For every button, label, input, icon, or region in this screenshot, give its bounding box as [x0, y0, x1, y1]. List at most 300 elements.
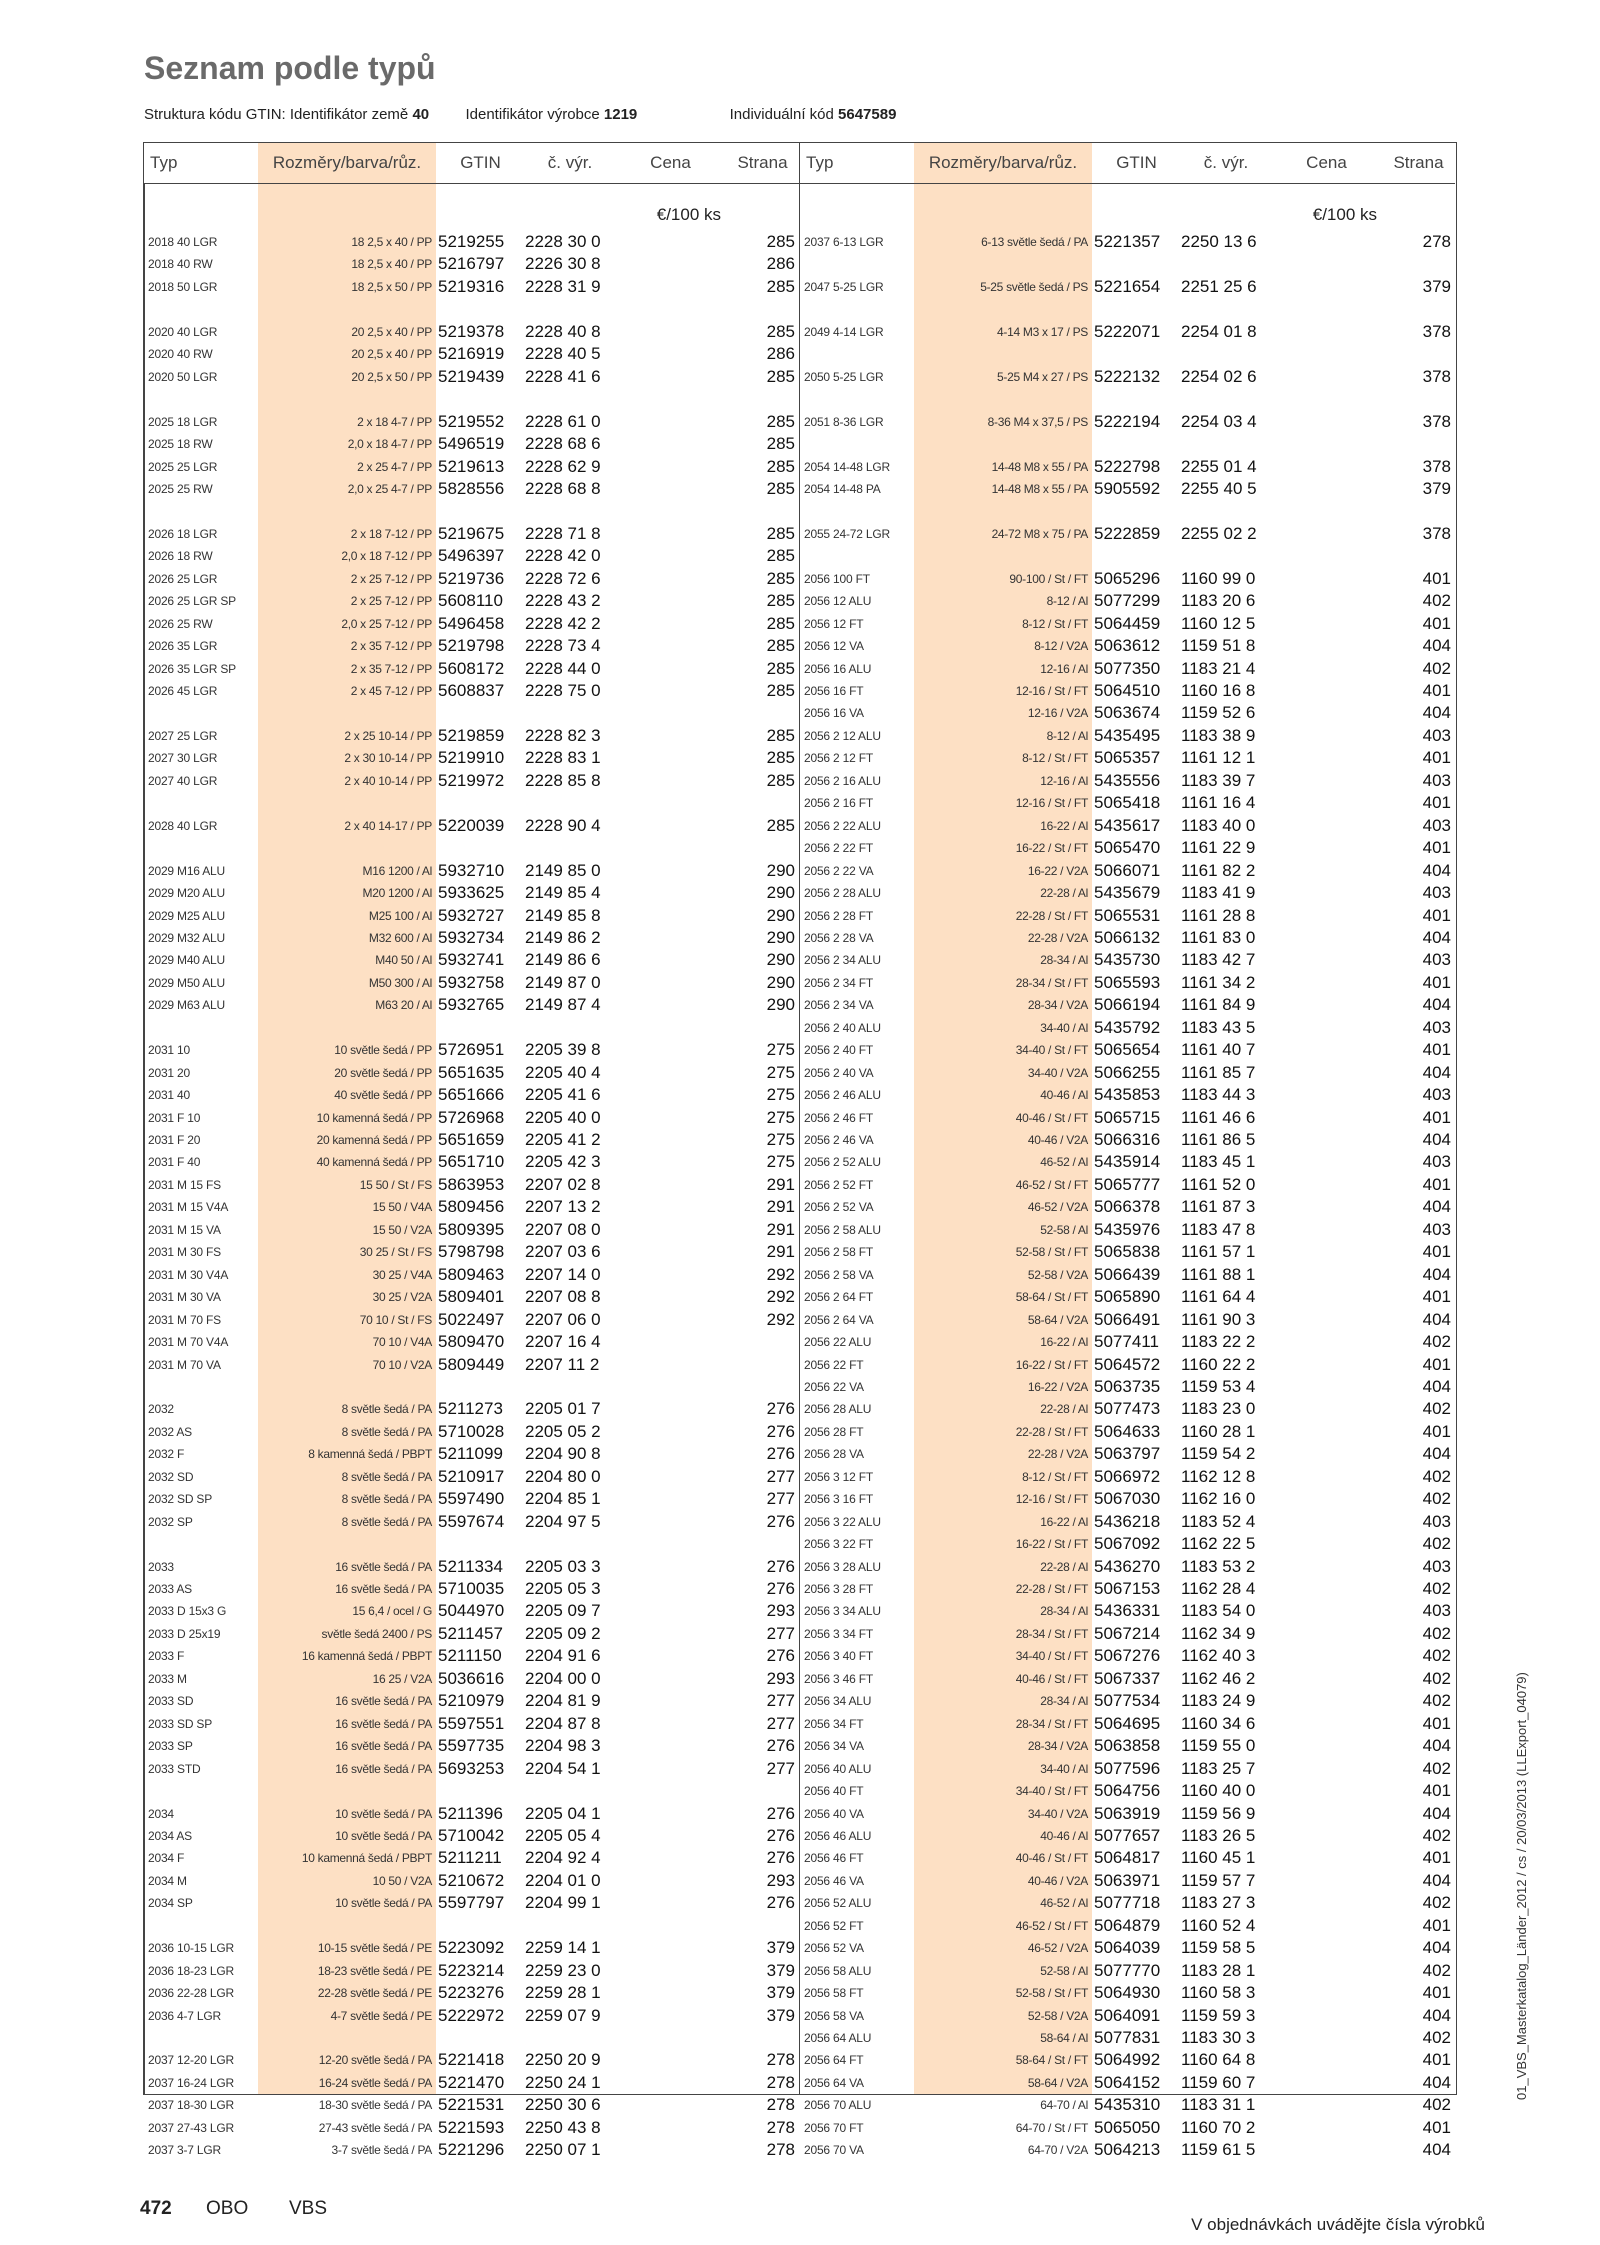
- row-typ: 2056 2 58 VA: [804, 1267, 874, 1282]
- row-dim: 15 50 / V2A: [372, 1222, 432, 1237]
- row-dim: 2 x 25 4-7 / PP: [357, 459, 432, 474]
- table-row: [144, 1264, 799, 1286]
- row-strana: 378: [1422, 456, 1451, 476]
- row-gtin: 5651666: [438, 1085, 505, 1105]
- table-row: [144, 1241, 799, 1263]
- row-dim: 16-22 / Al: [1040, 1514, 1088, 1529]
- table-row: [144, 1645, 799, 1667]
- row-gtin: 5044970: [438, 1601, 505, 1621]
- row-strana: 290: [766, 995, 795, 1015]
- row-cv: 2207 16 4: [525, 1332, 601, 1352]
- row-cv: 2228 44 0: [525, 658, 601, 678]
- table-row: [800, 1915, 1455, 1937]
- row-typ: 2036 22-28 LGR: [148, 1986, 234, 2001]
- row-dim: 64-70 / V2A: [1027, 2143, 1088, 2158]
- row-strana: 379: [766, 1938, 795, 1958]
- row-typ: 2025 25 RW: [148, 481, 213, 496]
- row-gtin: 5608110: [438, 591, 503, 611]
- row-typ: 2031 M 15 V4A: [148, 1200, 229, 1215]
- table-row: [144, 1870, 799, 1892]
- footer-note: V objednávkách uvádějte čísla výrobků: [1191, 2215, 1485, 2234]
- row-typ: 2018 40 LGR: [148, 235, 218, 249]
- row-cv: 1183 39 7: [1181, 770, 1256, 790]
- row-dim: 2 x 35 7-12 / PP: [350, 661, 432, 676]
- row-dim: 2 x 30 10-14 / PP: [344, 751, 432, 766]
- row-cv: 2228 40 5: [525, 344, 601, 364]
- row-strana: 278: [766, 2140, 795, 2160]
- row-cv: 2204 91 6: [525, 1646, 601, 1666]
- table-row: [144, 1219, 799, 1241]
- table-row: [144, 1286, 799, 1308]
- row-typ: 2056 46 FT: [804, 1851, 864, 1866]
- row-cv: 1183 43 5: [1181, 1017, 1256, 1037]
- table-row: [800, 2005, 1455, 2027]
- table-row: [144, 658, 799, 680]
- row-typ: 2025 18 LGR: [148, 414, 218, 429]
- row-strana: 275: [766, 1130, 795, 1149]
- row-typ: 2034 F: [148, 1851, 185, 1866]
- table-row: [800, 1421, 1455, 1443]
- row-gtin: 5066132: [1094, 927, 1161, 947]
- row-dim: M16 1200 / Al: [362, 863, 432, 878]
- row-strana: 275: [766, 1152, 795, 1172]
- row-gtin: 5063971: [1094, 1870, 1161, 1890]
- row-gtin: 5436331: [1094, 1601, 1161, 1621]
- row-dim: 16 světle šedá / PA: [335, 1716, 432, 1731]
- row-cv: 2204 00 0: [525, 1668, 601, 1688]
- row-typ: 2036 10-15 LGR: [148, 1941, 234, 1956]
- row-typ: 2031 M 30 V4A: [148, 1267, 229, 1282]
- row-gtin: 5710028: [438, 1421, 505, 1441]
- row-strana: 401: [1422, 972, 1451, 992]
- row-cv: 1159 60 7: [1181, 2072, 1256, 2092]
- table-row: [144, 927, 799, 949]
- row-gtin: 5066194: [1094, 995, 1161, 1015]
- row-strana: 285: [766, 770, 795, 790]
- table-row: [144, 815, 799, 837]
- row-gtin: 5223214: [438, 1960, 505, 1980]
- row-cv: 1160 34 6: [1181, 1713, 1256, 1733]
- table-row: [144, 1735, 799, 1757]
- row-strana: 401: [1422, 568, 1451, 588]
- row-typ: 2056 2 40 VA: [804, 1065, 874, 1080]
- table-row: [800, 2139, 1455, 2161]
- row-strana: 285: [766, 456, 795, 476]
- row-dim: 8 světle šedá / PA: [341, 1514, 432, 1529]
- row-strana: 291: [766, 1242, 795, 1262]
- row-dim: 12-20 světle šedá / PA: [318, 2053, 432, 2068]
- row-strana: 401: [1422, 1781, 1451, 1801]
- table-row: [800, 635, 1455, 657]
- row-gtin: 5063919: [1094, 1803, 1161, 1823]
- row-gtin: 5597674: [438, 1511, 505, 1531]
- row-typ: 2031 M 15 FS: [148, 1177, 221, 1192]
- table-row: [800, 1264, 1455, 1286]
- row-gtin: 5223092: [438, 1938, 505, 1958]
- row-gtin: 5063612: [1094, 636, 1161, 656]
- row-strana: 404: [1422, 1938, 1451, 1958]
- header-cena: Cena: [650, 153, 691, 172]
- row-strana: 378: [1422, 411, 1451, 431]
- row-strana: 404: [1422, 2140, 1451, 2160]
- row-gtin: 5219552: [438, 411, 505, 431]
- row-typ: 2056 64 FT: [804, 2053, 864, 2068]
- row-strana: 401: [1422, 1242, 1451, 1262]
- row-dim: 34-40 / St / FT: [1015, 1649, 1088, 1664]
- row-typ: 2031 M 15 VA: [148, 1222, 221, 1237]
- row-dim: 18 2,5 x 40 / PP: [351, 257, 432, 272]
- row-typ: 2031 F 40: [148, 1155, 201, 1170]
- table-row: [144, 770, 799, 792]
- row-strana: 285: [766, 411, 795, 431]
- row-cv: 2204 97 5: [525, 1511, 601, 1531]
- row-strana: 277: [766, 1758, 795, 1778]
- row-cv: 1162 28 4: [1181, 1579, 1256, 1598]
- row-gtin: 5211211: [438, 1848, 502, 1868]
- table-row: [144, 1129, 799, 1151]
- row-dim: 40-46 / Al: [1040, 1828, 1088, 1843]
- row-cv: 2204 99 1: [525, 1893, 601, 1913]
- row-strana: 292: [766, 1309, 795, 1329]
- row-cv: 1159 59 3: [1181, 2005, 1256, 2025]
- row-cv: 2250 24 1: [525, 2072, 601, 2092]
- row-gtin: 5022497: [438, 1309, 505, 1329]
- table-row: [800, 1286, 1455, 1308]
- row-typ: 2056 2 28 FT: [804, 908, 873, 923]
- row-gtin: 5064695: [1094, 1713, 1161, 1733]
- row-strana: 286: [766, 344, 795, 364]
- row-dim: 4-7 světle šedá / PE: [330, 2008, 432, 2023]
- row-dim: 2,0 x 18 4-7 / PP: [347, 437, 432, 452]
- row-dim: M25 100 / Al: [368, 908, 432, 923]
- row-strana: [726, 1331, 795, 1353]
- table-row: [800, 1196, 1455, 1218]
- row-typ: 2037 3-7 LGR: [148, 2143, 221, 2158]
- row-dim: M50 300 / Al: [368, 975, 432, 990]
- row-dim: 40-46 / V2A: [1027, 1873, 1088, 1888]
- row-strana: 276: [766, 1444, 795, 1464]
- row-strana: 276: [766, 1736, 795, 1756]
- price-unit: €/100 ks: [656, 205, 721, 224]
- row-typ: 2056 70 ALU: [804, 2098, 872, 2113]
- table-row: [144, 1713, 799, 1735]
- table-row: [800, 1309, 1455, 1331]
- row-strana: 276: [766, 1579, 795, 1598]
- row-dim: 8-12 / Al: [1046, 728, 1088, 743]
- table-row: [144, 1062, 799, 1084]
- table-row: [144, 680, 799, 702]
- row-strana: 285: [766, 434, 795, 454]
- row-dim: 2,0 x 25 7-12 / PP: [341, 616, 432, 631]
- table-row: [800, 366, 1455, 388]
- row-gtin: 5077596: [1094, 1758, 1161, 1778]
- row-typ: 2026 45 LGR: [148, 684, 218, 698]
- table-right-half: [800, 143, 1455, 2160]
- row-dim: 16 světle šedá / PA: [335, 1761, 432, 1776]
- row-gtin: 5710042: [438, 1825, 505, 1845]
- row-cv: 2250 07 1: [525, 2140, 601, 2160]
- row-dim: 12-16 / Al: [1040, 773, 1088, 788]
- row-cv: 2228 72 6: [525, 568, 601, 588]
- row-strana: 285: [766, 613, 795, 633]
- row-cv: 1183 52 4: [1181, 1511, 1256, 1531]
- row-strana: 402: [1422, 2028, 1451, 2047]
- table-row: [800, 1129, 1455, 1151]
- row-typ: 2049 4-14 LGR: [804, 324, 884, 339]
- row-cv: 2207 06 0: [525, 1309, 601, 1329]
- row-cv: 1161 88 1: [1181, 1264, 1256, 1284]
- row-gtin: 5219972: [438, 770, 505, 790]
- row-strana: 401: [1422, 613, 1451, 633]
- row-cv: 2205 40 4: [525, 1062, 601, 1082]
- table-row: [144, 456, 799, 478]
- row-dim: 8 světle šedá / PA: [341, 1424, 432, 1439]
- row-gtin: 5064930: [1094, 1983, 1161, 2003]
- row-typ: 2056 52 ALU: [804, 1896, 872, 1911]
- row-dim: 27-43 světle šedá / PA: [318, 2120, 432, 2135]
- row-cv: 1161 22 9: [1181, 838, 1256, 858]
- table-row: [144, 276, 799, 298]
- row-dim: 18-30 světle šedá / PA: [318, 2098, 432, 2113]
- row-cv: 1160 99 0: [1181, 568, 1256, 588]
- row-cv: 2204 85 1: [525, 1489, 601, 1509]
- row-typ: 2056 2 52 VA: [804, 1200, 874, 1215]
- row-strana: 404: [1422, 1309, 1451, 1329]
- row-strana: 402: [1422, 1489, 1451, 1509]
- row-gtin: 5065777: [1094, 1174, 1161, 1194]
- row-strana: 402: [1422, 2095, 1451, 2115]
- row-gtin: 5798798: [438, 1242, 505, 1262]
- row-cv: 1161 87 3: [1181, 1197, 1256, 1217]
- row-cv: 2204 87 8: [525, 1713, 601, 1733]
- row-dim: 34-40 / St / FT: [1015, 1784, 1088, 1799]
- row-typ: 2056 2 34 FT: [804, 975, 873, 990]
- row-typ: 2056 2 22 ALU: [804, 818, 881, 833]
- row-gtin: 5065357: [1094, 748, 1161, 768]
- table-row: [800, 905, 1455, 927]
- row-dim: 15 6,4 / ocel / G: [352, 1604, 432, 1619]
- row-cv: 2259 23 0: [525, 1960, 601, 1980]
- row-dim: 34-40 / Al: [1040, 1761, 1088, 1776]
- row-cv: 1162 40 3: [1181, 1646, 1256, 1666]
- row-typ: 2056 2 28 ALU: [804, 886, 881, 901]
- row-cv: 2228 75 0: [525, 681, 601, 700]
- row-cv: 1162 46 2: [1181, 1668, 1256, 1688]
- row-dim: 34-40 / V2A: [1027, 1806, 1088, 1821]
- row-strana: 401: [1422, 1915, 1451, 1935]
- row-strana: 401: [1422, 1040, 1451, 1060]
- header-cv: č. výr.: [547, 153, 593, 172]
- row-cv: 1160 52 4: [1181, 1915, 1256, 1935]
- row-gtin: 5077657: [1094, 1825, 1161, 1845]
- row-cv: 1161 85 7: [1181, 1062, 1256, 1082]
- table-row: [144, 366, 799, 388]
- row-strana: 403: [1422, 1017, 1451, 1037]
- row-gtin: 5435310: [1094, 2095, 1161, 2115]
- table-row: [800, 1982, 1455, 2004]
- table-row: [800, 770, 1455, 792]
- row-dim: světle šedá 2400 / PS: [321, 1626, 432, 1641]
- row-dim: 28-34 / V2A: [1027, 1739, 1088, 1754]
- row-strana: 293: [766, 1601, 795, 1621]
- row-gtin: 5219316: [438, 276, 505, 296]
- row-dim: 8-12 / Al: [1046, 594, 1088, 609]
- row-strana: 277: [766, 1623, 795, 1643]
- row-cv: 1159 58 5: [1181, 1938, 1256, 1958]
- table-row: [800, 1241, 1455, 1263]
- row-cv: 1161 46 6: [1181, 1107, 1256, 1127]
- row-typ: 2029 M32 ALU: [148, 930, 225, 945]
- row-typ: 2032 SD SP: [148, 1492, 213, 1507]
- row-typ: 2056 34 VA: [804, 1739, 864, 1754]
- row-dim: 28-34 / Al: [1040, 1694, 1088, 1709]
- row-cv: 2205 05 2: [525, 1421, 601, 1441]
- row-dim: 22-28 / V2A: [1027, 930, 1088, 945]
- row-cv: 1162 12 8: [1181, 1466, 1256, 1486]
- row-gtin: 5064459: [1094, 613, 1161, 633]
- row-gtin: 5222972: [438, 2005, 505, 2025]
- row-dim: 28-34 / Al: [1040, 1604, 1088, 1619]
- row-gtin: 5651710: [438, 1152, 505, 1172]
- row-gtin: 5651659: [438, 1130, 505, 1149]
- row-cv: 1161 83 0: [1181, 927, 1256, 947]
- row-cv: 2226 30 8: [525, 254, 601, 274]
- row-typ: 2056 22 ALU: [804, 1335, 872, 1350]
- row-strana: 402: [1422, 1399, 1451, 1419]
- row-cv: 2251 25 6: [1181, 276, 1257, 296]
- row-gtin: 5064879: [1094, 1915, 1161, 1935]
- row-cv: 1183 54 0: [1181, 1601, 1256, 1621]
- row-gtin: 5077770: [1094, 1960, 1161, 1980]
- header-cena: Cena: [1306, 153, 1347, 172]
- table-row: [800, 1690, 1455, 1712]
- row-strana: 276: [766, 1511, 795, 1531]
- row-gtin: 5036616: [438, 1668, 505, 1688]
- row-gtin: 5063797: [1094, 1444, 1161, 1464]
- table-row: [800, 1668, 1455, 1690]
- row-typ: 2056 2 22 VA: [804, 863, 874, 878]
- row-typ: 2056 58 FT: [804, 1986, 864, 2001]
- table-row: [144, 2117, 799, 2139]
- row-dim: 16 světle šedá / PA: [335, 1582, 432, 1596]
- row-typ: 2056 12 VA: [804, 639, 864, 654]
- row-cv: 2250 30 6: [525, 2095, 601, 2115]
- row-dim: 8 světle šedá / PA: [341, 1492, 432, 1507]
- row-gtin: 5066255: [1094, 1062, 1161, 1082]
- row-typ: 2033 D 15x3 G: [148, 1604, 227, 1619]
- table-row: [800, 1803, 1455, 1825]
- table-row: [144, 1398, 799, 1420]
- row-typ: 2032 F: [148, 1447, 185, 1462]
- row-gtin: 5933625: [438, 883, 505, 903]
- row-gtin: 5219613: [438, 456, 505, 476]
- table-row: [800, 1488, 1455, 1510]
- row-gtin: 5064152: [1094, 2072, 1161, 2092]
- row-typ: 2056 2 52 FT: [804, 1177, 873, 1192]
- row-dim: 16-22 / V2A: [1027, 1379, 1088, 1394]
- row-typ: 2033 SD SP: [148, 1716, 213, 1731]
- row-dim: 70 10 / V4A: [372, 1335, 432, 1350]
- table-row: [144, 613, 799, 635]
- row-typ: 2029 M16 ALU: [148, 863, 225, 878]
- row-gtin: 5219798: [438, 636, 505, 656]
- row-gtin: 5809463: [438, 1264, 505, 1284]
- table-row: [800, 276, 1455, 298]
- row-typ: 2031 M 70 V4A: [148, 1335, 229, 1350]
- row-typ: 2026 35 LGR SP: [148, 661, 236, 676]
- row-cv: 1183 24 9: [1181, 1691, 1256, 1711]
- table-row: [800, 1578, 1455, 1600]
- row-typ: 2056 2 46 ALU: [804, 1088, 881, 1103]
- row-gtin: 5064213: [1094, 2140, 1161, 2160]
- row-typ: 2031 F 10: [148, 1110, 201, 1125]
- row-dim: 46-52 / Al: [1040, 1155, 1088, 1170]
- row-cv: 2228 31 9: [525, 276, 601, 296]
- row-cv: 1161 90 3: [1181, 1309, 1256, 1329]
- row-strana: 285: [766, 276, 795, 296]
- row-strana: 285: [766, 748, 795, 768]
- table-row: [144, 2049, 799, 2071]
- row-dim: 2 x 25 7-12 / PP: [350, 594, 432, 609]
- row-typ: 2056 2 12 ALU: [804, 728, 881, 743]
- row-gtin: 5065593: [1094, 972, 1161, 992]
- table-row: [800, 658, 1455, 680]
- row-gtin: 5223276: [438, 1983, 505, 2003]
- row-gtin: 5221531: [438, 2095, 505, 2115]
- row-gtin: 5066491: [1094, 1309, 1161, 1329]
- row-cv: 2228 68 6: [525, 434, 601, 454]
- row-gtin: 5211334: [438, 1556, 503, 1576]
- row-cv: 2228 43 2: [525, 591, 601, 611]
- header-strana: Strana: [1393, 153, 1444, 172]
- row-gtin: 5210672: [438, 1870, 505, 1890]
- row-strana: 401: [1422, 2050, 1451, 2070]
- row-dim: 6-13 světle šedá / PA: [981, 235, 1088, 249]
- row-gtin: 5077299: [1094, 591, 1161, 611]
- row-cv: 2254 03 4: [1181, 411, 1257, 431]
- row-strana: 404: [1422, 995, 1451, 1015]
- row-strana: 285: [766, 478, 795, 498]
- row-typ: 2056 2 34 VA: [804, 998, 874, 1013]
- row-dim: 46-52 / St / FT: [1015, 1918, 1088, 1933]
- row-cv: 1159 51 8: [1181, 636, 1256, 656]
- table-row: [800, 1533, 1455, 1555]
- row-cv: 1160 40 0: [1181, 1781, 1256, 1801]
- table-row: [144, 1960, 799, 1982]
- row-gtin: 5211099: [438, 1444, 503, 1464]
- row-cv: 2228 83 1: [525, 748, 601, 768]
- row-typ: 2056 16 VA: [804, 706, 864, 721]
- row-typ: 2033 D 25x19: [148, 1626, 221, 1641]
- table-row: [800, 1466, 1455, 1488]
- row-cv: 1161 52 0: [1181, 1174, 1256, 1194]
- table-row: [800, 1825, 1455, 1847]
- row-gtin: 5932734: [438, 927, 505, 947]
- row-cv: 1159 53 4: [1181, 1376, 1256, 1396]
- row-typ: 2037 27-43 LGR: [148, 2120, 234, 2135]
- row-strana: 401: [1422, 1713, 1451, 1733]
- row-strana: 401: [1422, 1107, 1451, 1127]
- row-dim: 40 kamenná šedá / PP: [316, 1155, 432, 1170]
- row-dim: 8-36 M4 x 37,5 / PS: [987, 414, 1088, 429]
- row-strana: 292: [766, 1287, 795, 1307]
- row-cv: 1183 28 1: [1181, 1960, 1256, 1980]
- row-dim: 12-16 / V2A: [1027, 706, 1088, 721]
- row-strana: 290: [766, 883, 795, 903]
- row-gtin: 5219736: [438, 568, 505, 588]
- row-gtin: 5809401: [438, 1287, 505, 1307]
- row-dim: 20 2,5 x 50 / PP: [351, 369, 432, 384]
